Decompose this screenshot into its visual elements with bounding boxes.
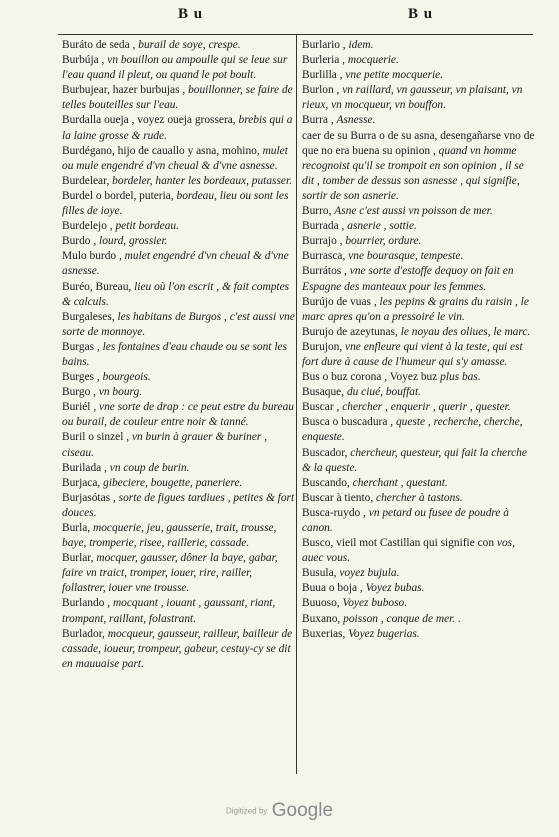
- dictionary-entry: [302, 234, 538, 249]
- dictionary-entry: [302, 219, 538, 234]
- dictionary-entry: [62, 310, 298, 340]
- entry-headword: Burjasótas ,: [62, 491, 116, 504]
- entry-gloss: cherchant , questant.: [352, 476, 448, 489]
- entry-headword: Busula,: [302, 567, 337, 580]
- dictionary-entry: [302, 53, 538, 68]
- dictionary-entry: [302, 400, 538, 415]
- entry-gloss: bourrier, ordure.: [345, 235, 422, 248]
- google-wordmark: Google: [271, 800, 334, 821]
- entry-headword: Burdelejo ,: [62, 220, 113, 233]
- entry-gloss: lieu où l'on escrit , & fait comptes & calculs.: [62, 280, 290, 308]
- dictionary-entry: [302, 627, 538, 642]
- entry-gloss: vne sorte d'estoffe dequoy on fait en Espagne des manteaux pour les femmes.: [302, 265, 514, 293]
- right-column: [302, 38, 538, 642]
- dictionary-entry: [62, 596, 298, 626]
- dictionary-entry: [302, 83, 538, 113]
- dictionary-entry: [302, 295, 538, 325]
- dictionary-entry: [62, 521, 298, 551]
- entry-headword: Burdégano, hijo de cauallo y asna, mohino,: [62, 144, 260, 157]
- entry-gloss: sorte de figues tardiues , petites & fort douces.: [62, 491, 295, 519]
- entry-headword: Buril o sinzel ,: [62, 431, 130, 444]
- running-head-left: B u: [178, 6, 204, 22]
- entry-gloss: chercher , enquerir , querir , quester.: [342, 401, 511, 414]
- entry-headword: Burdo ,: [62, 235, 97, 248]
- entry-headword: Burgas ,: [62, 340, 100, 353]
- entry-headword: Burges ,: [62, 371, 100, 384]
- entry-headword: Buscador,: [302, 446, 348, 459]
- entry-gloss: quand vn homme recognoist qu'il se trompoit en son opinion , il se dit , tomber de dessus son asnesse , qui signifie, sortir de son asnerie.: [302, 144, 524, 202]
- entry-headword: Buxano,: [302, 612, 341, 625]
- entry-headword: Buréo, Bureau,: [62, 280, 132, 293]
- entry-headword: Burlando ,: [62, 597, 111, 610]
- entry-gloss: petit bordeau.: [115, 220, 179, 233]
- entry-gloss: mocqueur, gausseur, railleur, bailleur de cassade, ioueur, trompeur, gabeur, cestuy-cy se dit en mauuaise part.: [62, 627, 293, 670]
- entry-gloss: les pepins & grains du raisin , le marc apres qu'on a pressoiré le vin.: [302, 295, 529, 323]
- entry-headword: Burla,: [62, 522, 91, 534]
- entry-headword: Burrátos ,: [302, 265, 347, 278]
- dictionary-entry: [302, 370, 538, 385]
- entry-gloss: vne sorte de drap : ce peut estre du bureau ou burail, de couleur entre noir & tanné.: [62, 401, 294, 429]
- dictionary-entry: [62, 234, 298, 249]
- entry-gloss: mocquer, gausser, dôner la baye, gabar, faire vn traict, tromper, iouer, rire, railler, follastrer, iouer vne trousse.: [62, 552, 278, 595]
- left-column: [62, 38, 298, 672]
- dictionary-entry: [302, 385, 538, 400]
- entry-gloss: Voyez buboso.: [342, 597, 408, 610]
- entry-headword: Mulo burdo ,: [62, 250, 122, 263]
- dictionary-entry: [302, 249, 538, 264]
- entry-gloss: bouillonner, se faire de telles bouteilles sur l'eau.: [62, 84, 293, 112]
- entry-gloss: vn bouillon ou ampoulle qui se leue sur l'eau quand il pleut, ou quand le pot boult.: [62, 54, 288, 82]
- dictionary-entry: [62, 144, 298, 174]
- running-head-right: B u: [408, 6, 434, 22]
- dictionary-entry: [302, 325, 538, 340]
- dictionary-entry: [62, 83, 298, 113]
- entry-gloss: queste , recherche, cherche, enqueste.: [302, 416, 523, 444]
- entry-headword: Burrajo ,: [302, 235, 343, 248]
- entry-headword: Burlilla ,: [302, 69, 343, 82]
- entry-headword: Burbujear, hazer burbujas ,: [62, 84, 186, 97]
- dictionary-entry: [302, 68, 538, 83]
- entry-gloss: chercher à tastons.: [376, 491, 463, 504]
- entry-headword: Burlar,: [62, 552, 94, 565]
- entry-gloss: du ciué, bouffat.: [346, 386, 421, 399]
- dictionary-entry: [302, 476, 538, 491]
- entry-headword: Burro,: [302, 205, 332, 218]
- entry-headword: Burújo de vuas ,: [302, 295, 377, 308]
- entry-gloss: mulet engendré d'vn cheual & d'vne asnesse.: [62, 250, 289, 278]
- dictionary-entry: [62, 430, 298, 460]
- dictionary-entry: [302, 204, 538, 219]
- dictionary-entry: [62, 174, 298, 189]
- entry-headword: Burra ,: [302, 114, 334, 127]
- dictionary-entry: [62, 476, 298, 491]
- entry-headword: Burgaleses,: [62, 310, 115, 323]
- dictionary-entry: [62, 491, 298, 521]
- entry-gloss: brebis qui a la laine grosse & rude.: [62, 114, 293, 142]
- dictionary-entry: [62, 461, 298, 476]
- entry-headword: Busaque,: [302, 386, 345, 399]
- entry-headword: Buscando,: [302, 476, 350, 489]
- dictionary-entry: [62, 340, 298, 370]
- entry-headword: Buua o boja ,: [302, 582, 363, 595]
- dictionary-entry: [62, 400, 298, 430]
- entry-gloss: vos, auec vous.: [302, 537, 515, 565]
- entry-headword: Burdel o bordel, puteria,: [62, 189, 174, 202]
- entry-headword: Buscar ,: [302, 401, 340, 414]
- entry-headword: Buscar à tiento,: [302, 491, 374, 504]
- dictionary-entry: [302, 491, 538, 506]
- entry-gloss: gibeciere, bougette, paneriere.: [103, 476, 243, 489]
- dictionary-entry: [62, 385, 298, 400]
- dictionary-entry: [62, 627, 298, 672]
- dictionary-entry: [62, 53, 298, 83]
- dictionary-entry: [302, 566, 538, 581]
- dictionary-entry: [62, 249, 298, 279]
- dictionary-entry: [62, 189, 298, 219]
- dictionary-entry: [302, 506, 538, 536]
- entry-gloss: voyez bujula.: [339, 567, 400, 580]
- entry-headword: Burujo de azeytunas,: [302, 325, 398, 338]
- entry-headword: Busco, vieil mot Castillan qui signifie con: [302, 537, 495, 550]
- entry-gloss: Asnesse.: [336, 114, 376, 127]
- entry-gloss: idem.: [348, 39, 374, 51]
- entry-gloss: vn petard ou fusee de poudre à canon.: [302, 506, 510, 534]
- entry-gloss: vne petite mocquerie.: [345, 69, 444, 82]
- dictionary-entry: [302, 415, 538, 445]
- entry-gloss: les habitans de Burgos , c'est aussi vne sorte de monnoye.: [62, 310, 295, 338]
- entry-gloss: vne bourasque, tempeste.: [348, 250, 464, 263]
- dictionary-entry: [302, 38, 538, 53]
- entry-gloss: vne enfleure qui vient à la teste, qui est fort dure à cause de l'humeur qui s'y amasse.: [302, 340, 523, 368]
- dictionary-entry: [62, 280, 298, 310]
- entry-headword: Burlador,: [62, 627, 105, 640]
- entry-gloss: chercheur, questeur, qui fait la cherche & la queste.: [302, 446, 527, 474]
- dictionary-entry: [302, 129, 538, 204]
- entry-gloss: mocquerie, jeu, gausserie, trait, trousse, baye, tromperie, risee, raillerie, cassade.: [62, 522, 277, 550]
- entry-headword: Buuoso,: [302, 597, 340, 610]
- dictionary-entry: [302, 264, 538, 294]
- dictionary-entry: [302, 446, 538, 476]
- entry-headword: Burilada ,: [62, 461, 107, 474]
- dictionary-entry: [302, 536, 538, 566]
- entry-headword: Burlario ,: [302, 39, 346, 51]
- entry-gloss: mocquerie.: [347, 54, 399, 67]
- entry-gloss: asnerie , sottie.: [347, 220, 417, 233]
- entry-gloss: bordeler, hanter les bordeaux, putasser.: [112, 174, 292, 187]
- dictionary-entry: [302, 596, 538, 611]
- dictionary-entry: [62, 551, 298, 596]
- digitized-label: Digitized by: [225, 806, 268, 816]
- entry-headword: caer de su Burra o de su asna, desengañarse vno de que no era buena su opinion ,: [302, 129, 535, 157]
- entry-headword: Burrada ,: [302, 220, 345, 233]
- dictionary-entry: [302, 340, 538, 370]
- entry-gloss: vn burin à grauer & buriner , ciseau.: [62, 431, 268, 459]
- entry-headword: Buriél ,: [62, 401, 97, 414]
- page-header: [0, 6, 559, 28]
- dictionary-entry: [62, 219, 298, 234]
- entry-gloss: mocquant , iouant , gaussant, riant, trompant, raillant, folastrant.: [62, 597, 276, 625]
- entry-gloss: vn raillard, vn gausseur, vn plaisant, vn rieux, vn mocqueur, vn bouffon.: [302, 84, 523, 112]
- digitized-watermark: [0, 800, 559, 822]
- entry-headword: Burjaca,: [62, 476, 101, 489]
- entry-gloss: Asne c'est aussi vn poisson de mer.: [334, 205, 493, 218]
- entry-headword: Burdalla oueja , voyez oueja grossera,: [62, 114, 236, 127]
- dictionary-entry: [62, 113, 298, 143]
- dictionary-entry: [302, 113, 538, 128]
- entry-gloss: mulet ou mule engendré d'vn cheual & d'vne asnesse.: [62, 144, 288, 172]
- entry-gloss: poisson , conque de mer. .: [343, 612, 461, 625]
- entry-gloss: burail de soye, crespe.: [138, 39, 241, 51]
- dictionary-entry: [302, 612, 538, 627]
- entry-headword: Burbúja ,: [62, 54, 105, 67]
- entry-gloss: bordeau, lieu ou sont les filles de ioye.: [62, 189, 289, 218]
- entry-headword: Burlon ,: [302, 84, 340, 97]
- entry-headword: Burujon,: [302, 340, 343, 353]
- entry-headword: Busca o buscadura ,: [302, 416, 394, 429]
- entry-headword: Burleria ,: [302, 54, 346, 67]
- entry-headword: Burdelear,: [62, 174, 110, 187]
- entry-gloss: vn bourg.: [98, 386, 143, 399]
- entry-headword: Burgo ,: [62, 386, 96, 399]
- entry-gloss: plus bas.: [440, 371, 481, 384]
- dictionary-entry: [62, 370, 298, 385]
- entry-gloss: le noyau des oliues, le marc.: [400, 325, 531, 338]
- dictionary-entry: [302, 581, 538, 596]
- entry-headword: Busca-ruydo ,: [302, 506, 366, 519]
- entry-gloss: Voyez bugerias.: [348, 627, 420, 640]
- entry-gloss: les fontaines d'eau chaude ou se sont les bains.: [62, 340, 287, 368]
- entry-headword: Burrasca,: [302, 250, 346, 263]
- entry-gloss: bourgeois.: [102, 371, 151, 384]
- entry-headword: Bus o buz corona , Voyez buz: [302, 371, 438, 384]
- entry-gloss: lourd, grossier.: [99, 235, 168, 248]
- dictionary-entry: [62, 38, 298, 53]
- entry-gloss: Voyez bubas.: [365, 582, 425, 595]
- entry-headword: Buxerias,: [302, 627, 346, 640]
- entry-headword: Buráto de seda ,: [62, 39, 136, 51]
- entry-gloss: vn coup de burin.: [109, 461, 190, 474]
